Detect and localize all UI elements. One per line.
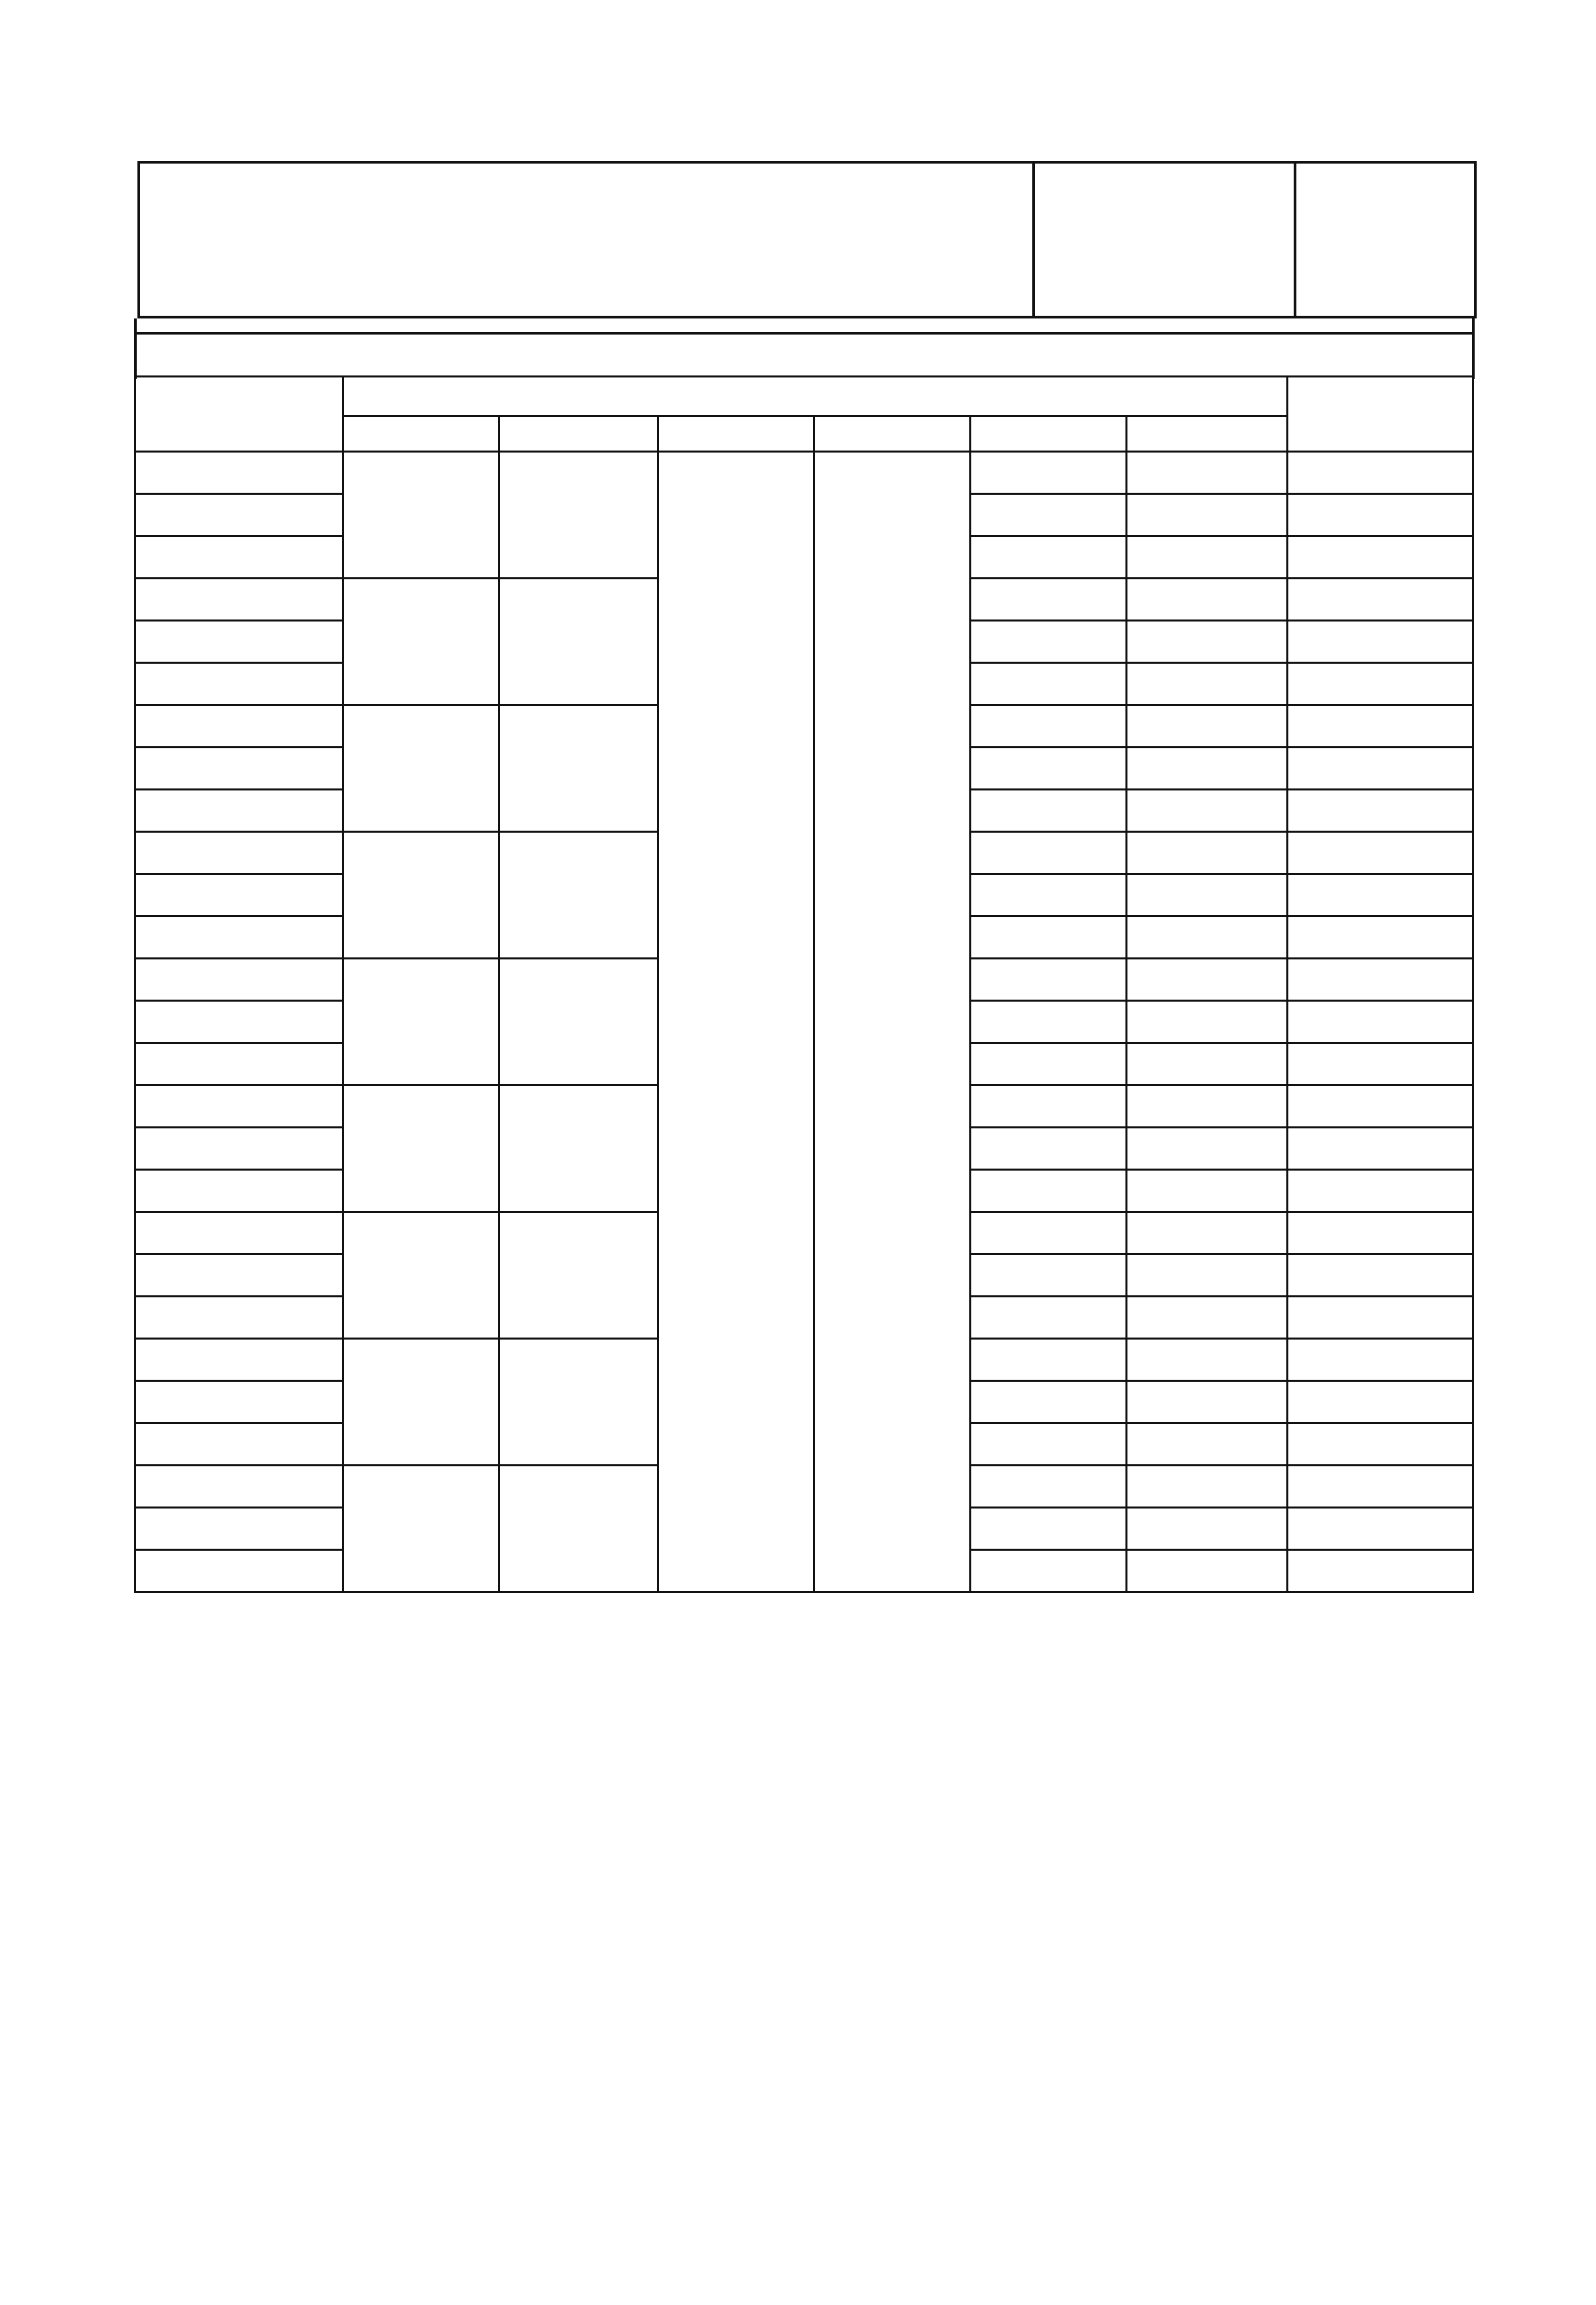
cell-h-step: [1127, 536, 1288, 579]
cell-a: [343, 579, 499, 705]
cell-concrete: [1288, 494, 1473, 536]
cell-mark: [135, 917, 343, 959]
column-header-h-step: [1127, 416, 1288, 452]
cell-mark: [135, 790, 343, 832]
cell-b: [499, 959, 658, 1085]
cell-h-step: [1127, 1170, 1288, 1212]
column-header-concrete: [1288, 377, 1473, 452]
title-block-divider: [1032, 161, 1035, 318]
cell-a: [343, 959, 499, 1085]
cell-mark: [135, 748, 343, 790]
cell-h-step: [1127, 1550, 1288, 1592]
cell-h-step: [1127, 494, 1288, 536]
cell-b: [499, 1212, 658, 1339]
cell-mark: [135, 1423, 343, 1466]
column-header-b: [499, 416, 658, 452]
cell-h-total: [971, 1085, 1127, 1128]
column-header-a: [343, 416, 499, 452]
cell-bn: [814, 452, 971, 1592]
cell-a: [343, 832, 499, 959]
cell-h-total: [971, 1128, 1127, 1170]
cell-mark: [135, 1550, 343, 1592]
cell-b: [499, 832, 658, 959]
cell-concrete: [1288, 621, 1473, 663]
cell-h-total: [971, 1508, 1127, 1550]
cell-concrete: [1288, 1423, 1473, 1466]
column-header-mark: [135, 377, 343, 452]
cell-h-total: [971, 494, 1127, 536]
cell-h-step: [1127, 621, 1288, 663]
cell-h-step: [1127, 1043, 1288, 1085]
cell-h-total: [971, 1043, 1127, 1085]
cell-h-step: [1127, 705, 1288, 748]
cell-concrete: [1288, 663, 1473, 705]
cell-mark: [135, 705, 343, 748]
cell-mark: [135, 663, 343, 705]
table-body: [135, 452, 1473, 1592]
cell-h-total: [971, 959, 1127, 1001]
cell-mark: [135, 1043, 343, 1085]
cell-mark: [135, 1128, 343, 1170]
frame-line: [134, 318, 137, 379]
title-block-divider: [1294, 161, 1296, 318]
cell-h-step: [1127, 1085, 1288, 1128]
cell-concrete: [1288, 1085, 1473, 1128]
cell-h-step: [1127, 790, 1288, 832]
cell-h-step: [1127, 1339, 1288, 1381]
cell-concrete: [1288, 832, 1473, 874]
cell-h-total: [971, 1212, 1127, 1254]
cell-h-total: [971, 1550, 1127, 1592]
cell-mark: [135, 1381, 343, 1423]
column-header-h-total: [971, 416, 1127, 452]
cell-h-total: [971, 705, 1127, 748]
cell-concrete: [1288, 705, 1473, 748]
cell-h-total: [971, 1466, 1127, 1508]
cell-h-step: [1127, 1128, 1288, 1170]
cell-concrete: [1288, 874, 1473, 917]
cell-h-total: [971, 748, 1127, 790]
cell-mark: [135, 536, 343, 579]
cell-h-total: [971, 832, 1127, 874]
cell-mark: [135, 452, 343, 494]
cell-h-total: [971, 452, 1127, 494]
cell-h-step: [1127, 579, 1288, 621]
cell-a: [343, 1466, 499, 1592]
cell-h-step: [1127, 1212, 1288, 1254]
frame-line: [1472, 318, 1475, 379]
column-header-bn: [814, 416, 971, 452]
frame-line: [134, 332, 1475, 335]
cell-h-step: [1127, 1466, 1288, 1508]
cell-concrete: [1288, 1297, 1473, 1339]
cell-h-total: [971, 536, 1127, 579]
cell-a: [343, 1085, 499, 1212]
cell-mark: [135, 1254, 343, 1297]
cell-concrete: [1288, 1043, 1473, 1085]
cell-concrete: [1288, 1212, 1473, 1254]
cell-h-total: [971, 790, 1127, 832]
cell-mark: [135, 1466, 343, 1508]
cell-a: [343, 1212, 499, 1339]
cell-mark: [135, 1508, 343, 1550]
cell-h-step: [1127, 1297, 1288, 1339]
cell-h-total: [971, 1254, 1127, 1297]
cell-concrete: [1288, 917, 1473, 959]
cell-mark: [135, 874, 343, 917]
cell-concrete: [1288, 1254, 1473, 1297]
cell-h-step: [1127, 959, 1288, 1001]
cell-h-total: [971, 874, 1127, 917]
cell-h-step: [1127, 663, 1288, 705]
cell-h-step: [1127, 917, 1288, 959]
cell-h-total: [971, 917, 1127, 959]
cell-h-total: [971, 1381, 1127, 1423]
cell-h-step: [1127, 1423, 1288, 1466]
cell-mark: [135, 494, 343, 536]
cell-an: [658, 452, 814, 1592]
cell-h-total: [971, 621, 1127, 663]
column-header-sizes: [343, 377, 1288, 416]
cell-h-total: [971, 579, 1127, 621]
cell-a: [343, 705, 499, 832]
cell-concrete: [1288, 536, 1473, 579]
cell-a: [343, 452, 499, 579]
cell-h-total: [971, 1423, 1127, 1466]
cell-b: [499, 1466, 658, 1592]
cell-concrete: [1288, 452, 1473, 494]
cell-h-step: [1127, 874, 1288, 917]
cell-h-step: [1127, 1508, 1288, 1550]
cell-concrete: [1288, 748, 1473, 790]
cell-mark: [135, 1170, 343, 1212]
cell-h-step: [1127, 832, 1288, 874]
cell-concrete: [1288, 1466, 1473, 1508]
cell-h-total: [971, 1297, 1127, 1339]
cell-concrete: [1288, 1381, 1473, 1423]
pile-cap-table: [134, 375, 1474, 1593]
cell-h-step: [1127, 1001, 1288, 1043]
cell-concrete: [1288, 1550, 1473, 1592]
cell-a: [343, 1339, 499, 1466]
cell-h-total: [971, 1339, 1127, 1381]
title-block: [137, 161, 1477, 318]
cell-mark: [135, 621, 343, 663]
cell-mark: [135, 579, 343, 621]
cell-mark: [135, 832, 343, 874]
cell-h-step: [1127, 1381, 1288, 1423]
cell-concrete: [1288, 1001, 1473, 1043]
cell-concrete: [1288, 1508, 1473, 1550]
cell-concrete: [1288, 579, 1473, 621]
cell-mark: [135, 959, 343, 1001]
cell-mark: [135, 1339, 343, 1381]
cell-h-total: [971, 1001, 1127, 1043]
cell-mark: [135, 1212, 343, 1254]
cell-b: [499, 705, 658, 832]
cell-concrete: [1288, 959, 1473, 1001]
cell-h-total: [971, 1170, 1127, 1212]
cell-concrete: [1288, 1128, 1473, 1170]
cell-h-step: [1127, 452, 1288, 494]
cell-concrete: [1288, 790, 1473, 832]
cell-h-step: [1127, 1254, 1288, 1297]
column-header-an: [658, 416, 814, 452]
cell-mark: [135, 1085, 343, 1128]
cell-h-step: [1127, 748, 1288, 790]
cell-h-total: [971, 663, 1127, 705]
cell-b: [499, 579, 658, 705]
cell-b: [499, 1085, 658, 1212]
cell-b: [499, 1339, 658, 1466]
cell-b: [499, 452, 658, 579]
table-row: [135, 452, 1473, 494]
cell-mark: [135, 1297, 343, 1339]
cell-concrete: [1288, 1170, 1473, 1212]
cell-concrete: [1288, 1339, 1473, 1381]
cell-mark: [135, 1001, 343, 1043]
